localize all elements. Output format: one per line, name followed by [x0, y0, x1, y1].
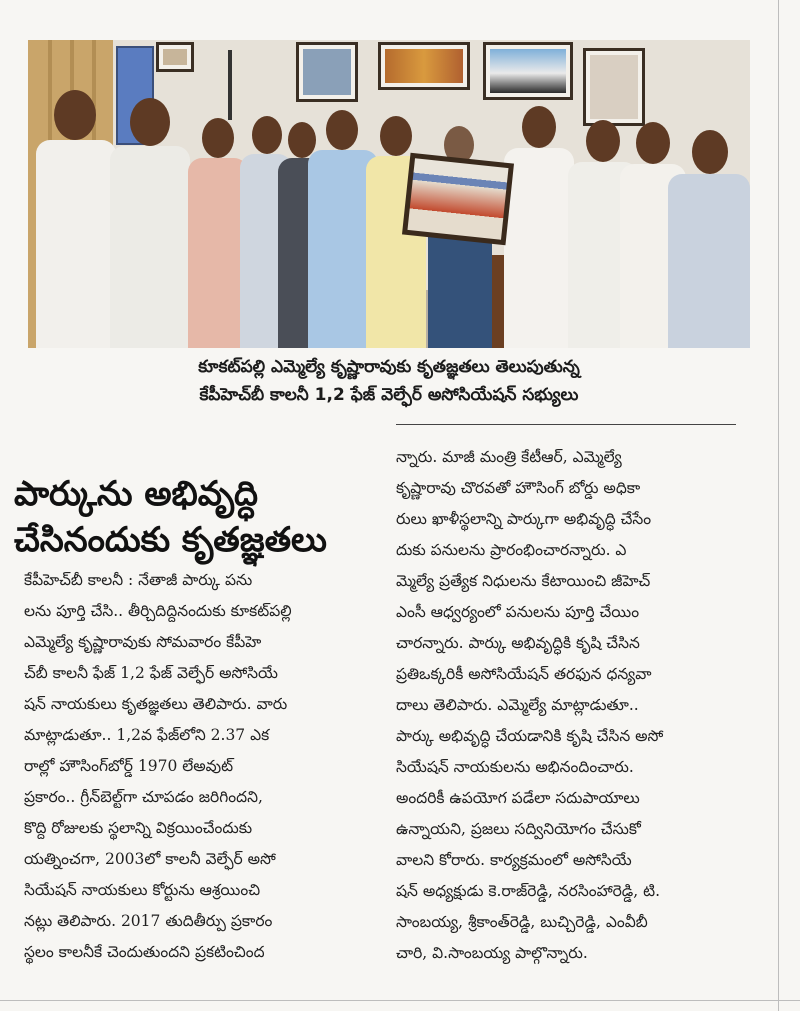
person — [504, 106, 574, 348]
article-line: చారి, వి.సాంబయ్య పాల్గొన్నారు. — [396, 944, 588, 962]
wall-frame — [296, 42, 358, 102]
article-line: దాలు తెలిపారు. ఎమ్మెల్యే మాట్లాడుతూ.. — [396, 696, 639, 714]
article-line: సియేషన్ నాయకులు కోర్టును ఆశ్రయించి — [24, 881, 261, 899]
article-line: చారన్నారు. పార్కు అభివృద్ధికి కృషి చేసిన — [396, 634, 640, 652]
group-photo — [28, 40, 750, 348]
photo-caption-line-1: కూకట్‌పల్లి ఎమ్మెల్యే కృష్ణారావుకు కృతజ్ఞతలు తెలుపుతున్న — [198, 357, 580, 377]
article-line: షన్ అధ్యక్షుడు కె.రాజ్‌రెడ్డి, నరసింహారెడ్డి, టి. — [396, 882, 661, 900]
article-line: మాట్లాడుతూ.. 1,2వ ఫేజ్‌లోని 2.37 ఎక — [24, 726, 270, 744]
person — [110, 98, 190, 348]
article-line: కృష్ణారావు చొరవతో హౌసింగ్ బోర్డు అధికా — [396, 479, 641, 497]
wall-frame — [583, 48, 645, 126]
column-divider-bottom — [0, 1000, 800, 1001]
article-line: దుకు పనులను ప్రారంభించారన్నారు. ఎ — [396, 541, 627, 559]
article-line: ఎంసీ ఆధ్వర్యంలో పనులను పూర్తి చేయిం — [396, 603, 640, 621]
person — [36, 80, 116, 348]
article-line: నట్లు తెలిపారు. 2017 తుదితీర్పు ప్రకారం — [24, 912, 273, 930]
memento-plaque — [402, 153, 514, 245]
article-line: మ్మెల్యే ప్రత్యేక నిధులను కేటాయించి జీహెచ్ — [396, 572, 651, 590]
headline-line-2: చేసినందుకు కృతజ్ఞతలు — [14, 520, 327, 560]
article-line: అందరికీ ఉపయోగ పడేలా సదుపాయాలు — [396, 789, 640, 807]
article-line: లను పూర్తి చేసి.. తీర్చిదిద్దినందుకు కూకట్‌పల్లి — [24, 602, 292, 620]
person — [188, 118, 248, 348]
article-line: చ్‌బీ కాలనీ ఫేజ్ 1,2 ఫేజ్ వెల్ఫేర్ అసోసియే — [24, 664, 278, 682]
photo-caption-line-2: కేపీహెచ్‌బీ కాలనీ 1,2 ఫేజ్ వెల్ఫేర్ అసోసియేషన్ సభ్యులు — [199, 385, 579, 405]
article-line: ఉన్నాయని, ప్రజలు సద్వినియోగం చేసుకో — [396, 820, 641, 838]
article-line: స్థలం కాలనీకే చెందుతుందని ప్రకటించింద — [24, 943, 265, 961]
article-line: రులు ఖాళీస్థలాన్ని పార్కుగా అభివృద్ధి చేసేం — [396, 510, 652, 528]
article-line: యత్నించగా, 2003లో కాలనీ వెల్ఫేర్ అసో — [24, 850, 276, 868]
article-line: పార్కు అభివృద్ధి చేయడానికి కృషి చేసిన అసో — [396, 727, 664, 745]
person — [668, 130, 750, 348]
article-line: షన్ నాయకులు కృతజ్ఞతలు తెలిపారు. వారు — [24, 695, 288, 713]
headline-line-1: పార్కును అభివృద్ధి — [14, 474, 259, 514]
article-line: రాల్లో హౌసింగ్‌బోర్డ్ 1970 లేఅవుట్ — [24, 757, 234, 775]
article-line: వాలని కోరారు. కార్యక్రమంలో అసోసియే — [396, 851, 632, 869]
photo-mic-stand — [228, 50, 232, 120]
wall-frame — [156, 42, 194, 72]
article-line: సాంబయ్య, శ్రీకాంత్‌రెడ్డి, బుచ్చిరెడ్డి, ఎంవీబీ — [396, 913, 648, 931]
column-divider-right — [778, 0, 779, 1011]
wall-frame — [378, 42, 470, 90]
article-line: న్నారు. మాజీ మంత్రి కేటీఆర్, ఎమ్మెల్యే — [396, 448, 622, 466]
article-line: ప్రతిఒక్కరికీ అసోసియేషన్ తరఫున ధన్యవా — [396, 665, 652, 683]
wall-frame — [483, 42, 573, 100]
article-line: కేపీహెచ్‌బీ కాలనీ : నేతాజీ పార్కు పను — [24, 571, 253, 589]
article-line: కొద్ది రోజులకు స్థలాన్ని విక్రయించేందుకు — [24, 819, 253, 837]
article-column-left — [24, 565, 384, 968]
article-line: ప్రకారం.. గ్రీన్‌బెల్ట్‌గా చూపడం జరిగిందని, — [24, 788, 263, 806]
article-line: సియేషన్ నాయకులను అభినందించారు. — [396, 758, 634, 776]
article-column-right — [396, 442, 762, 969]
article-line: ఎమ్మెల్యే కృష్ణారావుకు సోమవారం కేపీహె — [24, 633, 262, 651]
caption-divider — [396, 424, 736, 425]
